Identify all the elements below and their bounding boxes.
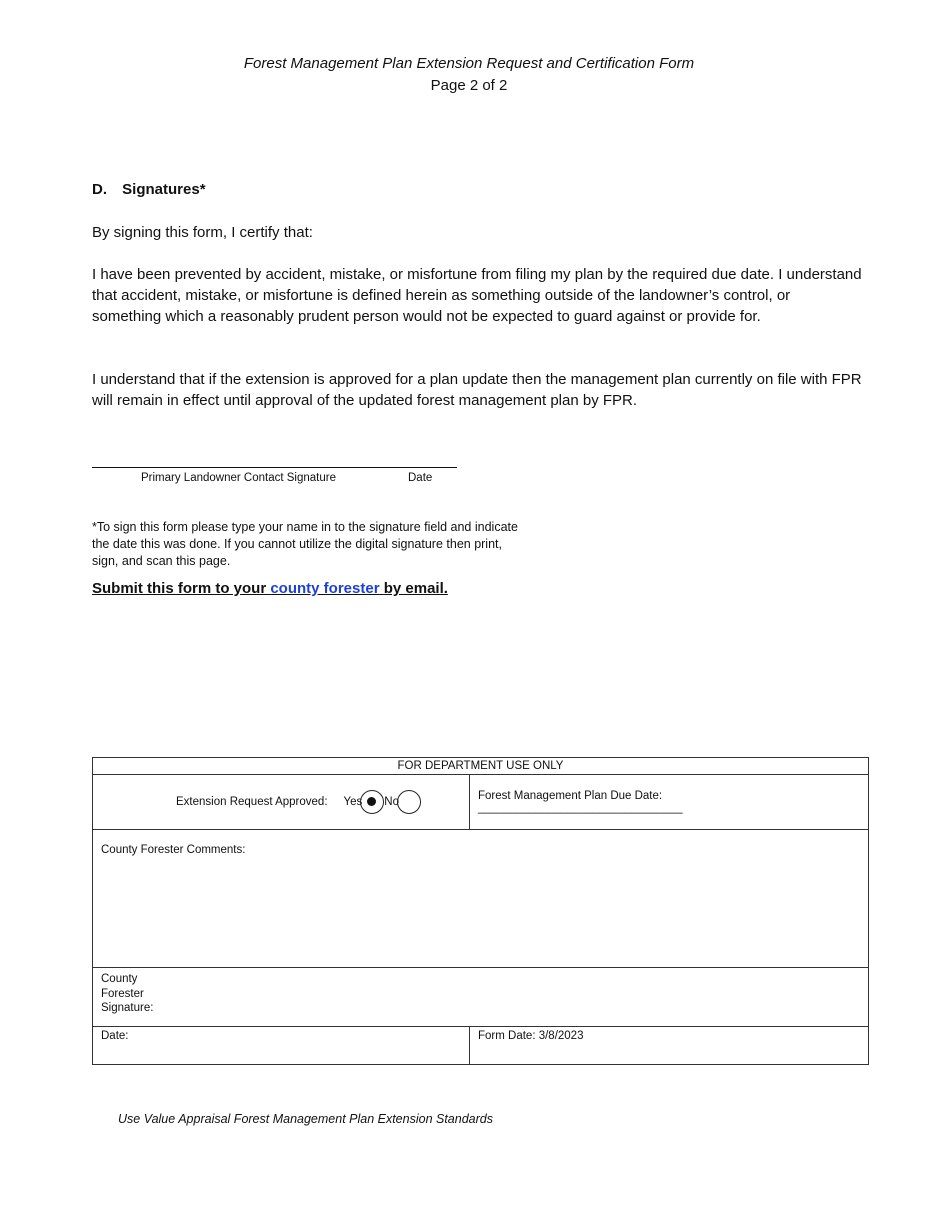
forester-signature-label-line-2: Forester (101, 987, 144, 1000)
form-date-cell (470, 1027, 869, 1065)
section-heading (92, 181, 206, 198)
page-number: Page 2 of 2 (430, 77, 508, 94)
no-label: No (384, 796, 399, 808)
intro-text: By signing this form, I certify that: (92, 224, 313, 241)
submit-prefix: Submit this form to your (92, 580, 271, 597)
extension-approval-cell (93, 775, 470, 830)
department-date-label: Date: (101, 1030, 129, 1042)
comments-label: County Forester Comments: (101, 844, 246, 856)
yes-radio[interactable] (360, 790, 384, 814)
submit-instructions (92, 580, 448, 597)
due-date-label: Forest Management Plan Due Date: ________________________________ (478, 790, 683, 814)
forester-signature-label-line-1: County (101, 973, 138, 985)
extension-approved-label: Extension Request Approved: (176, 796, 328, 808)
yes-label: Yes (343, 796, 363, 808)
page-footer: Use Value Appraisal Forest Management Plan Extension Standards (118, 1112, 493, 1126)
due-date-cell[interactable] (470, 775, 869, 830)
form-date: Form Date: 3/8/2023 (478, 1030, 584, 1042)
signature-line[interactable] (92, 467, 457, 468)
forester-signature-field[interactable] (93, 968, 869, 1027)
department-heading: FOR DEPARTMENT USE ONLY (93, 758, 869, 775)
section-number: D. (92, 181, 107, 198)
form-title: Forest Management Plan Extension Request and Certification Form (243, 55, 695, 72)
submit-suffix: by email. (379, 580, 448, 597)
section-title: Signatures* (122, 181, 206, 198)
signature-date-label: Date (408, 472, 433, 484)
department-date-field[interactable] (93, 1027, 470, 1065)
signature-label: Primary Landowner Contact Signature (141, 472, 336, 484)
department-use-table (92, 757, 869, 1065)
certification-paragraph-2: I understand that if the extension is approved for a plan update then the management plan currently on file with FPR will remain in effect until approval of the updated forest management plan by FPR. (92, 371, 862, 409)
certification-paragraph-1: I have been prevented by accident, mistake, or misfortune from filing my plan by the required due date. I understand that accident, mistake, or misfortune is defined herein as something outside of the landowner’s control, or something which a reasonably prudent person would not be expected to guard against or provide for. (92, 266, 862, 325)
forester-signature-label-line-3: Signature: (101, 1002, 154, 1014)
county-forester-link[interactable]: county forester (270, 580, 380, 597)
no-radio[interactable] (397, 790, 421, 814)
comments-field[interactable] (93, 830, 869, 968)
signing-instructions: *To sign this form please type your name in to the signature field and indicate the date this was done. If you cannot utilize the digital signature then print, sign, and scan this page. (92, 520, 518, 568)
